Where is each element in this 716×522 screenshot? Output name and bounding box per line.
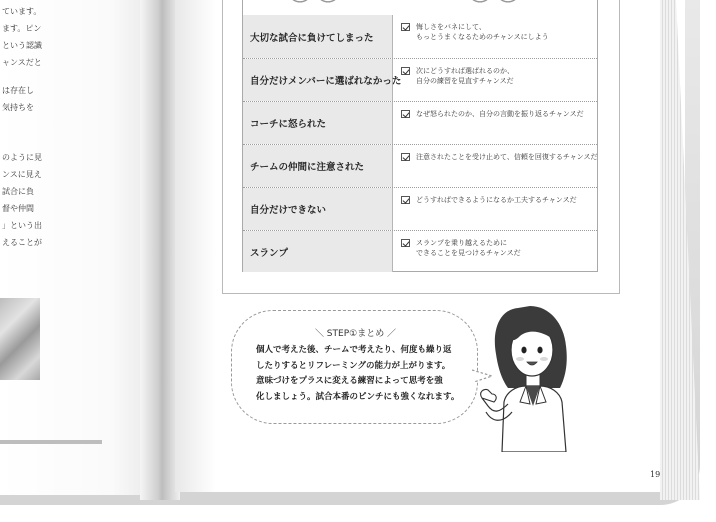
situation-text: 大切な試合に負けてしまった (250, 32, 374, 44)
table-row (243, 231, 597, 272)
situation-text: コーチに怒られた (250, 119, 327, 130)
reframe-text: 自分の練習を見直すチャンスだ (416, 77, 514, 85)
situation-text: 自分だけできない (250, 205, 327, 216)
table-row (243, 188, 597, 231)
left-text-line: 」という出 (2, 221, 42, 230)
reframe-text: スランプを乗り越えるために (416, 239, 507, 247)
summary-body (256, 343, 466, 405)
left-text-line: のように見 (2, 153, 42, 162)
left-text-line: ています。 (2, 7, 42, 16)
left-text-line: 督や仲間 (2, 204, 34, 213)
reframe-text: 悔しさをバネにして、 (416, 23, 486, 31)
table-row (243, 145, 597, 188)
reframing-table (242, 0, 598, 272)
left-text-line: えることが (2, 238, 42, 247)
situation-text: スランプ (250, 247, 289, 259)
left-text-line: 気持ちを (2, 103, 34, 112)
left-text-line: ャンスだと (2, 58, 42, 67)
situation-text: 自分だけメンバーに選ばれなかった (250, 76, 402, 87)
reframe-text: 次にどうすれば選ばれるのか、 (416, 67, 514, 75)
checkmark-icon (401, 153, 410, 161)
left-text-line: という認識 (2, 41, 42, 50)
summary-bubble (231, 310, 478, 424)
left-text-line: は存在し (2, 86, 34, 95)
checkmark-icon (401, 67, 410, 75)
checkmark-icon (401, 196, 410, 204)
summary-line: したりするとリフレーミングの能力が上がります。 (256, 360, 451, 371)
table-row (243, 102, 597, 145)
situation-text: チームの仲間に注意された (250, 162, 365, 173)
reframe-text: もっとうまくなるためのチャンスにしよう (416, 33, 549, 41)
table-row (243, 59, 597, 102)
checkmark-icon (401, 110, 410, 118)
left-text-line: 試合に負 (2, 187, 34, 196)
reframe-text: なぜ怒られたのか、自分の言動を振り返るチャンスだ (416, 110, 584, 118)
reframe-text: どうすればできるようになるか工夫するチャンスだ (416, 196, 577, 204)
reframe-text: できることを見つけるチャンスだ (416, 249, 521, 257)
checkmark-icon (401, 23, 410, 31)
left-divider-bar (0, 440, 102, 444)
summary-line: 個人で考えた後、チームで考えたり、何度も繰り返 (256, 345, 452, 355)
reframe-text: 注意されたことを受け止めて、信頼を回復するチャンスだ (416, 153, 598, 161)
summary-title: ＼ STEP①まとめ ／ (314, 329, 397, 339)
summary-line: 化しましょう。試合本番のピンチにも強くなれます。 (256, 391, 460, 402)
summary-line: 意味づけをプラスに変える練習によって思考を強 (256, 376, 443, 386)
left-text-line: ンスに見え (2, 170, 42, 179)
left-page (0, 0, 160, 495)
cloud-photo (0, 298, 40, 380)
book-gutter (140, 0, 180, 500)
checkmark-icon (401, 239, 410, 247)
woman-illustration-icon (480, 302, 585, 452)
page-number: 19 (650, 470, 661, 479)
table-row (243, 15, 597, 59)
left-text-line: ます。ピン (2, 24, 42, 33)
